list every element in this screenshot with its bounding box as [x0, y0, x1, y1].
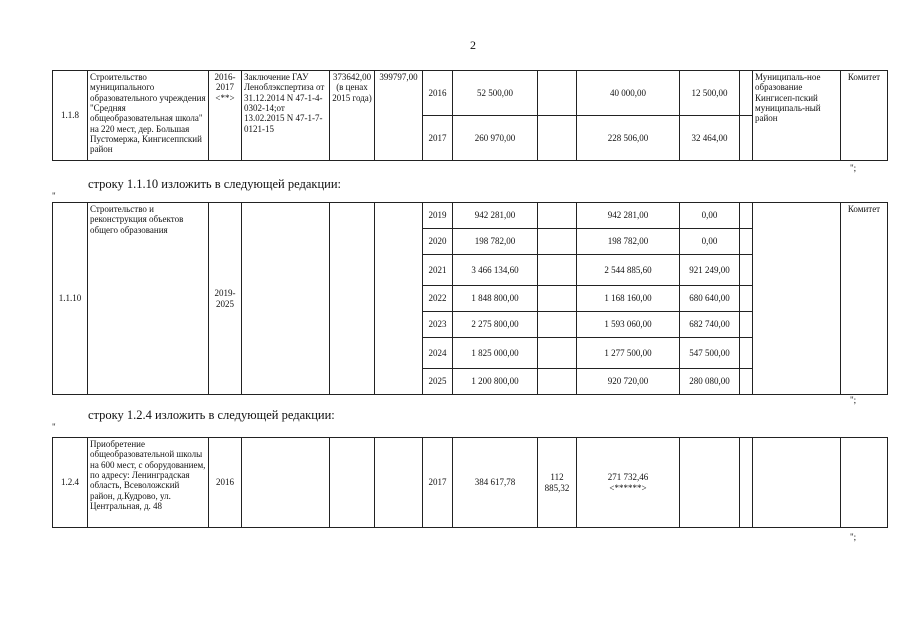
empty-cell [740, 203, 753, 229]
reg-value: 271 732,46 [607, 472, 649, 483]
closing-quote: "; [850, 163, 857, 173]
row-customer [753, 203, 841, 395]
fed-cell [538, 71, 577, 116]
fed-cell [538, 286, 577, 312]
row-number: 1.1.10 [53, 203, 88, 395]
total-cell: 1 848 800,00 [453, 286, 538, 312]
reg-cell: 40 000,00 [577, 71, 680, 116]
empty-cell [740, 229, 753, 255]
empty-cell [375, 203, 423, 395]
empty-cell [740, 438, 753, 528]
loc-cell: 0,00 [680, 229, 740, 255]
caption-1-1-10: строку 1.1.10 изложить в следующей редакции: [88, 177, 342, 191]
row-number: 1.2.4 [53, 438, 88, 528]
loc-cell: 0,00 [680, 203, 740, 229]
empty-cell [375, 438, 423, 528]
total-cell: 942 281,00 [453, 203, 538, 229]
reg-cell: 228 506,00 [577, 116, 680, 161]
empty-cell [330, 438, 375, 528]
row-number: 1.1.8 [53, 71, 88, 161]
fed-cell [538, 369, 577, 395]
empty-cell [242, 203, 330, 395]
loc-cell [680, 438, 740, 528]
row-customer [753, 438, 841, 528]
fed-cell [538, 203, 577, 229]
reg-cell: 198 782,00 [577, 229, 680, 255]
row-executor: Комитет [841, 71, 888, 161]
empty-cell [330, 203, 375, 395]
empty-cell [740, 255, 753, 286]
year-cell: 2016 [423, 71, 453, 116]
row-customer: Муниципаль-ное образование Кингисеп-пский муниципаль-ный район [753, 71, 841, 161]
reg-cell: 920 720,00 [577, 369, 680, 395]
loc-cell: 921 249,00 [680, 255, 740, 286]
row-name: Строительство муниципального образовательного учреждения "Средняя общеобразовательная школа" на 220 мест, дер. Большая Пустомержа, Кингисеппский район [88, 71, 209, 161]
year-cell: 2021 [423, 255, 453, 286]
reg-note: <******> [609, 482, 647, 493]
empty-cell [740, 338, 753, 369]
empty-cell [242, 438, 330, 528]
year-cell: 2017 [423, 116, 453, 161]
caption-1-2-4: строку 1.2.4 изложить в следующей редакции: [88, 408, 335, 422]
loc-cell: 32 464,00 [680, 116, 740, 161]
total-cell: 1 200 800,00 [453, 369, 538, 395]
total-cell: 52 500,00 [453, 71, 538, 116]
table-row-1-2-4 [52, 437, 888, 528]
page-number: 2 [470, 38, 476, 52]
loc-cell: 547 500,00 [680, 338, 740, 369]
row-period: 2016 [209, 438, 242, 528]
fed-cell: 112 885,32 [538, 438, 577, 528]
year-cell: 2017 [423, 438, 453, 528]
fed-cell [538, 255, 577, 286]
year-cell: 2024 [423, 338, 453, 369]
closing-quote: "; [850, 395, 857, 405]
year-cell: 2022 [423, 286, 453, 312]
reg-cell: 1 593 060,00 [577, 312, 680, 338]
table-row-1-1-10 [52, 202, 888, 395]
empty-cell [740, 369, 753, 395]
fed-cell [538, 312, 577, 338]
year-cell: 2019 [423, 203, 453, 229]
reg-cell: 2 544 885,60 [577, 255, 680, 286]
empty-cell [740, 116, 753, 161]
total-cell: 260 970,00 [453, 116, 538, 161]
row-cost: 373642,00 (в ценах 2015 года) [330, 71, 375, 161]
year-cell: 2023 [423, 312, 453, 338]
row-name: Приобретение общеобразовательной школы на 600 мест, с оборудованием, по адресу: Ленинградская область, Всеволожский район, д.Кудрово, ул. Центральная, д. 48 [88, 438, 209, 528]
fed-cell [538, 338, 577, 369]
loc-cell: 682 740,00 [680, 312, 740, 338]
total-cell: 384 617,78 [453, 438, 538, 528]
loc-cell: 280 080,00 [680, 369, 740, 395]
total-cell: 198 782,00 [453, 229, 538, 255]
row-period: 2019-2025 [209, 203, 242, 395]
opening-quote: " [52, 191, 56, 201]
row-total: 399797,00 [375, 71, 423, 161]
row-executor [841, 438, 888, 528]
total-cell: 1 825 000,00 [453, 338, 538, 369]
empty-cell [740, 312, 753, 338]
reg-cell: 942 281,00 [577, 203, 680, 229]
reg-cell [577, 438, 680, 528]
loc-cell: 12 500,00 [680, 71, 740, 116]
total-cell: 2 275 800,00 [453, 312, 538, 338]
row-executor: Комитет [841, 203, 888, 395]
year-cell: 2025 [423, 369, 453, 395]
row-name: Строительство и реконструкция объектов общего образования [88, 203, 209, 395]
reg-cell: 1 277 500,00 [577, 338, 680, 369]
row-document: Заключение ГАУ Леноблэкспертиза от 31.12.2014 N 47-1-4-0302-14;от 13.02.2015 N 47-1-7-0121-15 [242, 71, 330, 161]
loc-cell: 680 640,00 [680, 286, 740, 312]
empty-cell [740, 286, 753, 312]
fed-cell [538, 116, 577, 161]
closing-quote: "; [850, 532, 857, 542]
year-cell: 2020 [423, 229, 453, 255]
table-row-1-1-8 [52, 70, 888, 161]
opening-quote: " [52, 422, 56, 432]
empty-cell [740, 71, 753, 116]
total-cell: 3 466 134,60 [453, 255, 538, 286]
reg-cell: 1 168 160,00 [577, 286, 680, 312]
fed-cell [538, 229, 577, 255]
row-period: 2016-2017 <**> [209, 71, 242, 161]
